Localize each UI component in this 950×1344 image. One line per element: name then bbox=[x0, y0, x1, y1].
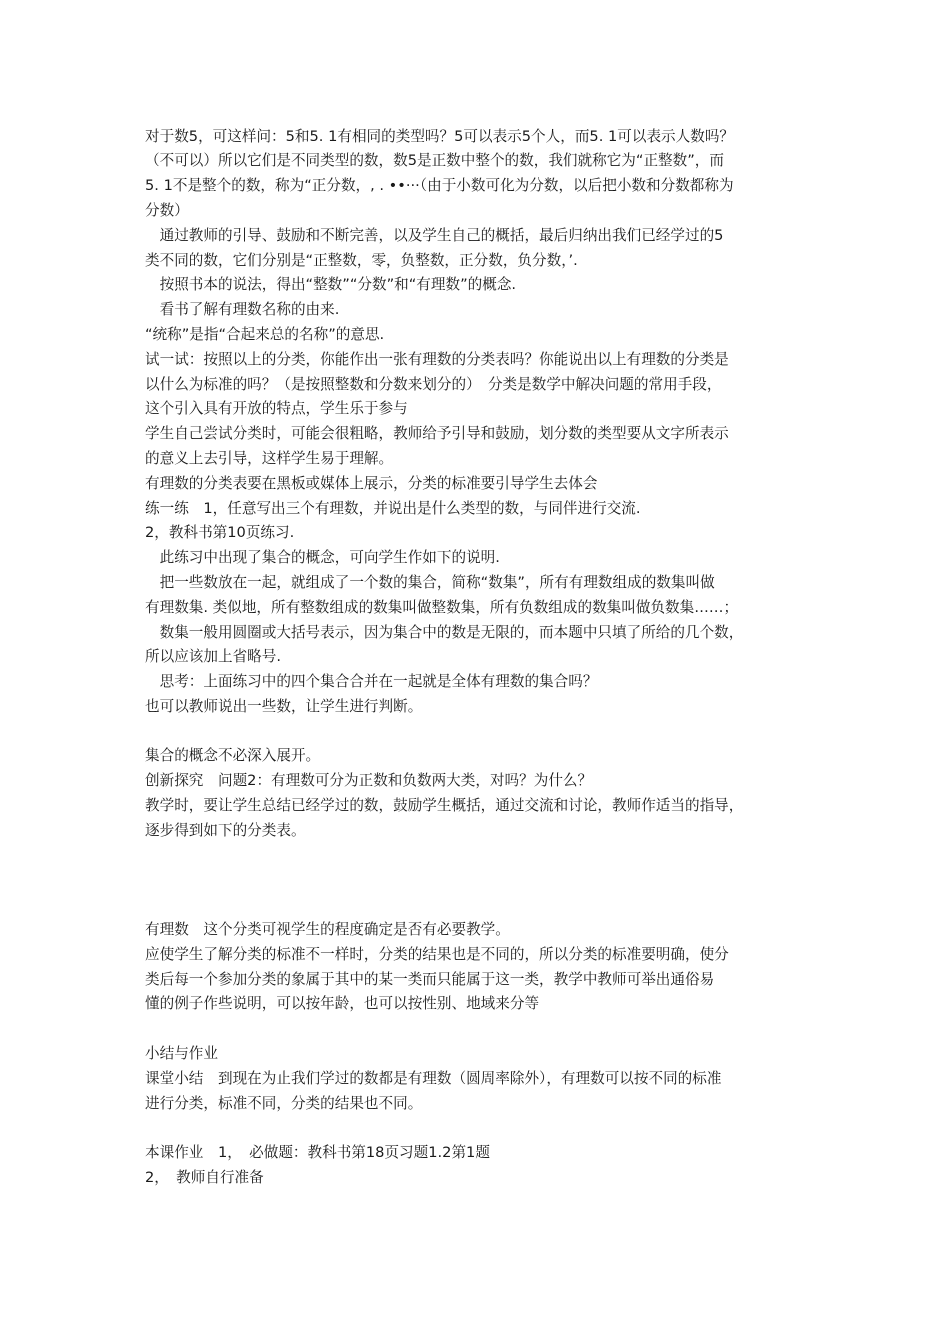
text-line: 也可以教师说出一些数，让学生进行判断。 bbox=[145, 698, 423, 715]
text-line: 2，教科书第10页练习. bbox=[145, 524, 295, 541]
text-line: 分数） bbox=[145, 202, 189, 219]
text-line: 小结与作业 bbox=[145, 1045, 218, 1062]
text-line: 课堂小结 到现在为止我们学过的数都是有理数（圆周率除外），有理数可以按不同的标准 bbox=[145, 1070, 722, 1087]
text-line: 对于数5，可这样问：5和5. 1有相同的类型吗？5可以表示5个人，而5. 1可以表示人数吗？ bbox=[145, 128, 735, 145]
text-line: 教学时，要让学生总结已经学过的数，鼓励学生概括，通过交流和讨论，教师作适当的指导， bbox=[145, 797, 744, 814]
text-line: 有理数 这个分类可视学生的程度确定是否有必要教学。 bbox=[145, 921, 510, 938]
text-line: 有理数的分类表要在黑板或媒体上展示，分类的标准要引导学生去体会 bbox=[145, 475, 598, 492]
text-line: 试一试：按照以上的分类，你能作出一张有理数的分类表吗？你能说出以上有理数的分类是 bbox=[145, 351, 729, 368]
text-line: 懂的例子作些说明，可以按年龄，也可以按性别、地域来分等 bbox=[145, 995, 540, 1012]
text-line: 所以应该加上省略号. bbox=[145, 648, 281, 665]
text-line: 的意义上去引导，这样学生易于理解。 bbox=[145, 450, 394, 467]
text-line: 以什么为标准的吗？（是按照整数和分数来划分的） 分类是数学中解决问题的常用手段， bbox=[145, 376, 722, 393]
text-line: 数集一般用圆圈或大括号表示，因为集合中的数是无限的，而本题中只填了所给的几个数， bbox=[145, 624, 744, 641]
text-line: 应使学生了解分类的标准不一样时，分类的结果也是不同的，所以分类的标准要明确，使分 bbox=[145, 946, 729, 963]
text-line: 此练习中出现了集合的概念，可向学生作如下的说明. bbox=[145, 549, 500, 566]
text-line: 类后每一个参加分类的象属于其中的某一类而只能属于这一类，教学中教师可举出通俗易 bbox=[145, 971, 715, 988]
text-line: 通过教师的引导、鼓励和不断完善，以及学生自己的概括，最后归纳出我们已经学过的5 bbox=[145, 227, 724, 244]
text-line: 按照书本的说法，得出“整数”“分数”和“有理数”的概念. bbox=[145, 276, 517, 293]
text-line: 练一练 1，任意写出三个有理数，并说出是什么类型的数，与同伴进行交流. bbox=[145, 500, 641, 517]
text-line: 5. 1不是整个的数，称为“正分数，, . ••···（由于小数可化为分数，以后把小数和分数都称为 bbox=[145, 177, 734, 194]
text-line: “统称”是指“合起来总的名称”的意思. bbox=[145, 326, 385, 343]
text-line: 进行分类，标准不同，分类的结果也不同。 bbox=[145, 1095, 423, 1112]
text-line: 创新探究 问题2：有理数可分为正数和负数两大类，对吗？为什么？ bbox=[145, 772, 593, 789]
text-line: 类不同的数，它们分别是“正整数，零，负整数，正分数，负分数，’. bbox=[145, 252, 578, 269]
text-line: 本课作业 1， 必做题：教科书第18页习题1.2第1题 bbox=[145, 1144, 490, 1161]
text-line: 看书了解有理数名称的由来. bbox=[145, 301, 340, 318]
text-line: 这个引入具有开放的特点，学生乐于参与 bbox=[145, 400, 408, 417]
text-line: 逐步得到如下的分类表。 bbox=[145, 822, 306, 839]
text-line: （不可以）所以它们是不同类型的数，数5是正数中整个的数，我们就称它为“正整数”，而 bbox=[145, 152, 724, 169]
text-line: 把一些数放在一起，就组成了一个数的集合，简称“数集”，所有有理数组成的数集叫做 bbox=[145, 574, 715, 591]
text-line: 集合的概念不必深入展开。 bbox=[145, 747, 321, 764]
text-line: 有理数集. 类似地，所有整数组成的数集叫做整数集，所有负数组成的数集叫做负数集……； bbox=[145, 599, 739, 616]
text-line: 2， 教师自行准备 bbox=[145, 1169, 264, 1186]
text-line: 思考：上面练习中的四个集合合并在一起就是全体有理数的集合吗？ bbox=[145, 673, 598, 690]
text-line: 学生自己尝试分类时，可能会很粗略，教师给予引导和鼓励，划分数的类型要从文字所表示 bbox=[145, 425, 729, 442]
